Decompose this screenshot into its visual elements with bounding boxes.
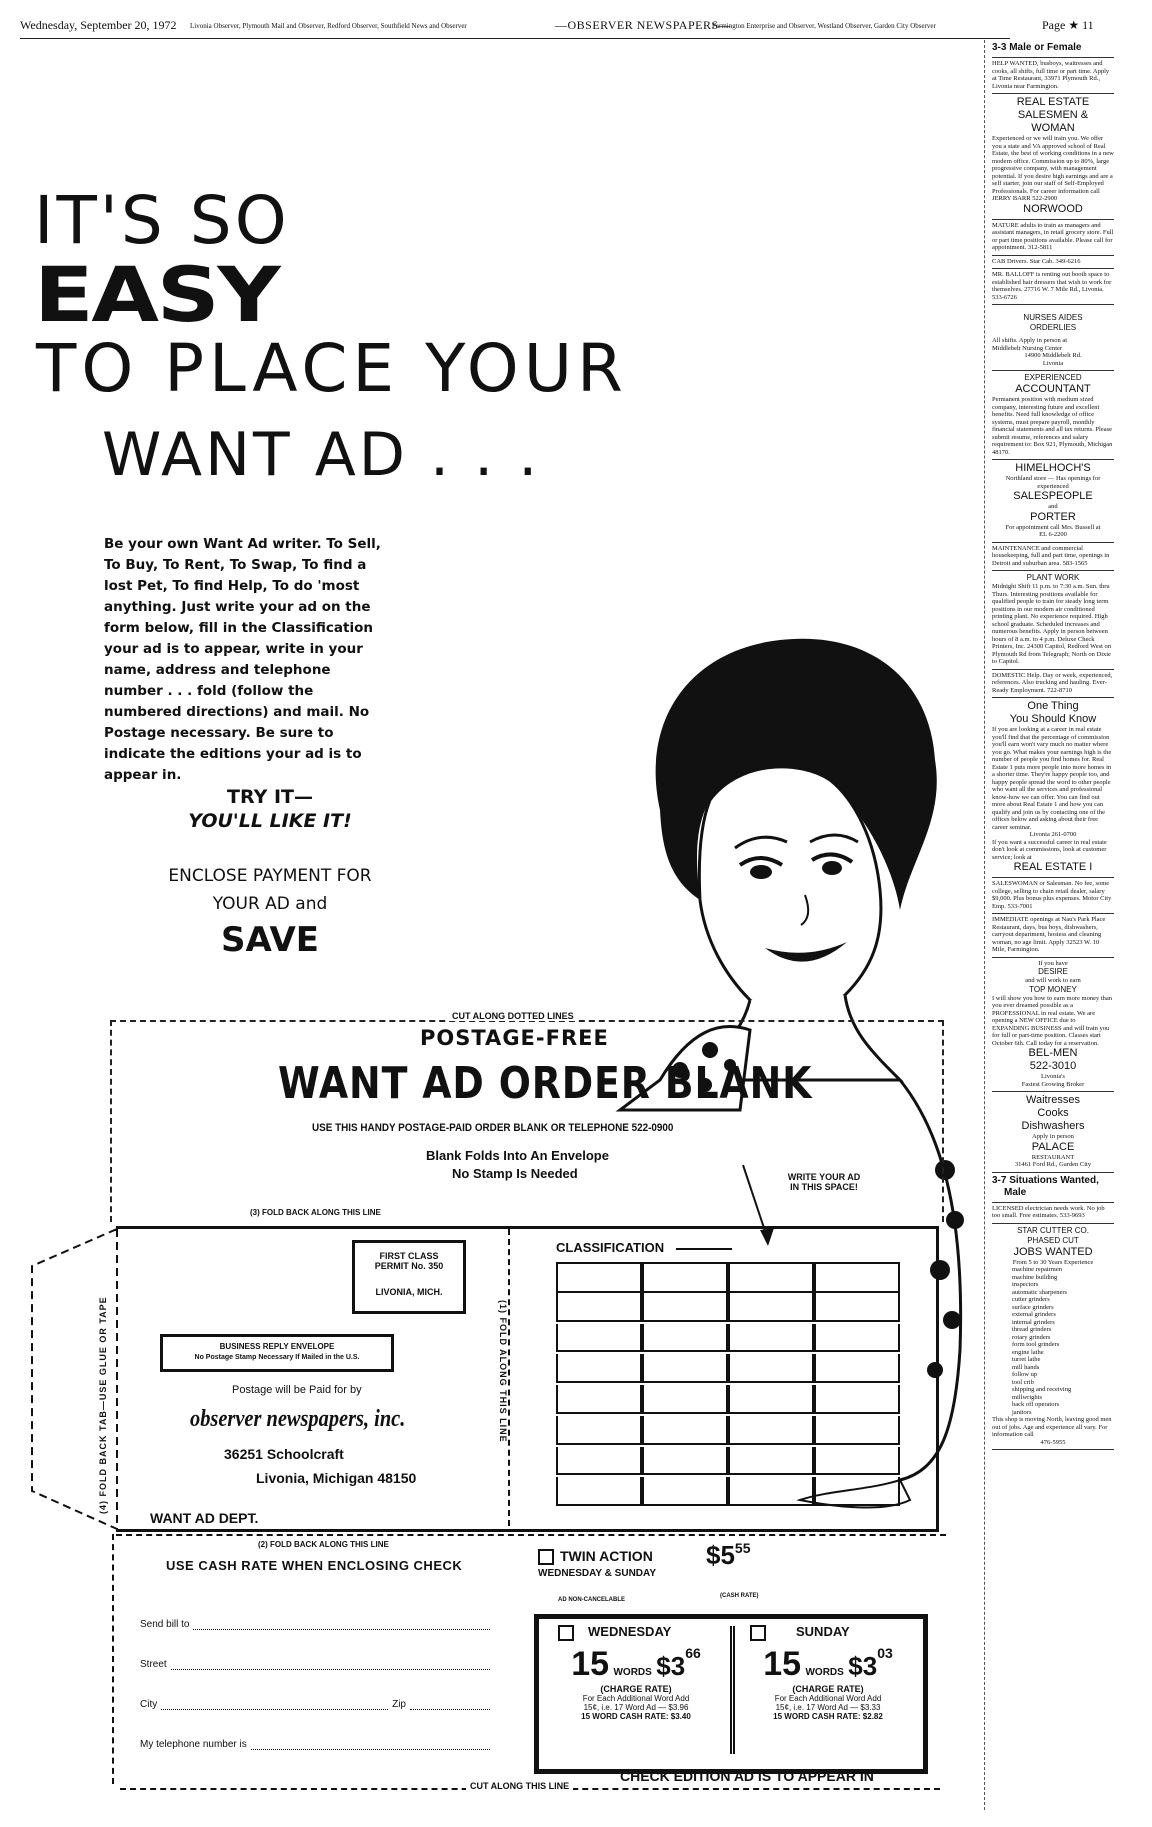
ad-star-job-item: automatic sharpeners <box>1012 1288 1068 1296</box>
ad-nurses-4: Middlebelt Nursing Center <box>992 344 1063 352</box>
twin-action-checkbox[interactable] <box>538 1549 554 1565</box>
ad-belmen-1: BEL-MEN <box>1028 1047 1078 1059</box>
papers-right: Farmington Enterprise and Observer, Westland Observer, Garden City Observer <box>712 22 936 30</box>
ad-star-job-item: shipping and receiving <box>1012 1386 1072 1393</box>
ad-word-box[interactable] <box>642 1447 728 1476</box>
ad-real-estate-title-1: REAL ESTATE <box>1016 96 1090 108</box>
business-reply-title: BUSINESS REPLY ENVELOPE <box>219 1342 335 1351</box>
ad-himelhoch-5: PORTER <box>1030 510 1076 523</box>
twin-price-cents: 55 <box>734 1540 751 1556</box>
permit-box <box>352 1240 466 1314</box>
wednesday-charge: (CHARGE RATE) <box>600 1683 672 1694</box>
try-it-line-2: YOU'LL LIKE IT! <box>188 810 352 832</box>
order-blank-title: WANT AD ORDER BLANK <box>278 1058 813 1109</box>
ad-word-box[interactable] <box>814 1293 900 1322</box>
ad-word-box[interactable] <box>642 1416 728 1445</box>
billing-form <box>140 1610 490 1750</box>
ad-real-estate-title-2: SALESMEN & <box>1017 109 1089 121</box>
headline-line-4: WANT AD . . . <box>102 420 541 490</box>
try-it-line-1: TRY IT— <box>227 786 313 808</box>
zip-field[interactable] <box>410 1699 490 1710</box>
intro-paragraph: Be your own Want Ad writer. To Sell, To Buy, To Rent, To Swap, To find a lost Pet, To find Help, To do 'most anything. Just write your ad on the form below, fill in the Classification your ad is to appear, write in your name, address and telephone number . . . fold (follow the numbered directions) and mail. No Postage necessary. Be sure to indicate the editions your ad is to appear in. <box>104 536 381 783</box>
ad-mature: MATURE adults to train as managers and assistant managers, in retail grocery store. Full or part time positions available. Please call for appointment. 312-5811 <box>992 220 1114 256</box>
check-edition-text: CHECK EDITION AD IS TO APPEAR IN <box>620 1768 874 1784</box>
permit-line-2: PERMIT No. 350 <box>374 1261 444 1271</box>
wednesday-label: WEDNESDAY <box>588 1624 672 1639</box>
ad-palace-7: 31461 Ford Rd., Garden City <box>1014 1161 1092 1168</box>
ad-star-2: PHASED CUT <box>1027 1235 1079 1245</box>
ad-himelhoch-2: Northland store — Has openings for experienced <box>1005 475 1101 490</box>
ad-accountant-2: ACCOUNTANT <box>1015 383 1091 395</box>
sunday-charge: (CHARGE RATE) <box>792 1683 864 1694</box>
permit-line-1: FIRST CLASS <box>379 1251 439 1261</box>
ad-star-job-item: follow up <box>1012 1371 1038 1378</box>
ad-word-box[interactable] <box>556 1447 642 1476</box>
papers-left: Livonia Observer, Plymouth Mail and Observer, Redford Observer, Southfield News and Observer <box>190 22 467 30</box>
ad-one-thing-end: If you want a successful career in real estate don't look at commissions, look at customer service; look at <box>992 838 1107 861</box>
ad-nurses-2: ORDERLIES <box>1029 323 1077 332</box>
sunday-cash: 15 WORD CASH RATE: $2.82 <box>773 1711 883 1721</box>
ad-desire-3: and will work to earn <box>1025 977 1081 984</box>
ad-one-thing-1: One Thing <box>1027 700 1079 712</box>
sunday-checkbox[interactable] <box>750 1625 766 1641</box>
ad-desire-1: If you have <box>1038 959 1068 967</box>
city-field[interactable] <box>161 1699 388 1710</box>
issue-date: Wednesday, September 20, 1972 <box>20 18 177 32</box>
ad-saleswoman: SALESWOMAN or Salesman. No fee, some college, selling to chain retail dealer, salary $9,000. Plus bonus plus expenses. Motor City Emp. 533-7001 <box>992 878 1114 914</box>
ad-belmen-2: 522-3010 <box>1029 1060 1077 1072</box>
section-heading-situations-2: Male <box>1004 1186 1027 1198</box>
ad-star-jobs-list <box>992 1266 1114 1416</box>
ad-word-box[interactable] <box>642 1477 728 1506</box>
ad-palace-6: RESTAURANT <box>1031 1153 1075 1161</box>
fold-2-line <box>116 1534 946 1536</box>
cut-top-label: CUT ALONG DOTTED LINES <box>448 1011 578 1021</box>
ad-word-box[interactable] <box>556 1354 642 1383</box>
enclose-line-1: ENCLOSE PAYMENT FOR <box>168 866 372 886</box>
sunday-add-2: 15¢, i.e. 17 Word Ad — $3.33 <box>775 1702 881 1712</box>
ad-licensed: LICENSED electrician needs work. No job too small. Free estimates. 533-9693 <box>992 1203 1114 1224</box>
newspaper-title: —OBSERVER NEWSPAPERS— <box>555 18 732 32</box>
ad-star-job-item: internal grinders <box>1012 1318 1055 1326</box>
sunday-words: WORDS <box>805 1666 844 1678</box>
ad-star-job-item: mill hands <box>1012 1363 1040 1371</box>
headline-line-3: TO PLACE YOUR <box>36 330 628 407</box>
ad-plant-work-title: PLANT WORK <box>1026 573 1080 582</box>
twin-days: WEDNESDAY & SUNDAY <box>538 1568 656 1579</box>
ad-star-job-item: thread grinders <box>1012 1326 1052 1333</box>
ad-word-box[interactable] <box>556 1324 642 1353</box>
ad-nurses-1: NURSES AIDES <box>1023 313 1083 322</box>
wednesday-checkbox[interactable] <box>558 1625 574 1641</box>
twin-price-dollars: $5 <box>706 1540 735 1570</box>
ad-real-estate-title-3: WOMAN <box>1031 122 1075 134</box>
company-street: 36251 Schoolcraft <box>224 1446 344 1462</box>
sunday-word-count: 15 <box>763 1644 802 1683</box>
twin-action-label: TWIN ACTION <box>560 1548 653 1564</box>
postage-paid-text: Postage will be Paid for by <box>232 1384 362 1396</box>
ad-star-job-item: engine lathe <box>1012 1348 1044 1356</box>
enclose-block <box>150 866 390 960</box>
headline-line-1: IT'S SO <box>34 182 290 259</box>
ad-star-phone: 476-5955 <box>1040 1438 1066 1446</box>
ad-belmen-4: Fastest Growing Broker <box>1021 1080 1085 1088</box>
ad-plant-work-body: Midnight Shift 11 p.m. to 7:30 a.m. Sun. thru Thurs. Interesting positions available for qualified people to train for steady long term positions in our modern air conditioned printing plant. No experience required. High school graduate. Scheduled increases and numerous benefits. Apply in person between hours of 8 a.m. to 4 p.m. Deluxe Check Printers, Inc. 24300 Capitol, Redford West on Plymouth Rd from Telegraph; North on Dixie to Capitol. <box>992 583 1112 665</box>
city-label: City <box>140 1699 158 1710</box>
ad-himelhoch-1: HIMELHOCH'S <box>1015 462 1091 474</box>
write-here-text: WRITE YOUR AD IN THIS SPACE! <box>787 1172 861 1192</box>
ad-one-thing-body: If you are looking at a career in real estate you'll find that the percentage of commission you'll earn won't vary much no matter where you go. What makes your earnings high is the number of people you find homes for. Real Estate 1 puts more people into more homes in a shorter time. They're happy people too, and happy people spread the word to other people who want all the services and professional know-how we can offer. You can find out more about Real Estate 1 and how you can qualify and join us by contacting one of the offices below and asking about their free career seminar. <box>992 726 1112 831</box>
ad-star-job-item: external grinders <box>1012 1311 1056 1318</box>
phone-label: My telephone number is <box>140 1739 247 1750</box>
ad-palace-2: Cooks <box>1037 1107 1069 1119</box>
postage-free-label: POSTAGE-FREE <box>420 1026 609 1050</box>
ad-word-box[interactable] <box>814 1385 900 1414</box>
wednesday-words: WORDS <box>613 1666 652 1678</box>
ad-word-box[interactable] <box>556 1293 642 1322</box>
ad-himelhoch-6: For appointment call Mrs. Bussell at <box>1005 523 1101 531</box>
ad-word-box[interactable] <box>814 1262 900 1293</box>
ad-word-box[interactable] <box>556 1416 642 1445</box>
classification-line[interactable] <box>676 1248 732 1250</box>
send-bill-label: Send bill to <box>140 1619 190 1630</box>
ad-star-job-item: machine building <box>1012 1273 1058 1281</box>
ad-palace-4: Apply in person <box>1032 1133 1074 1140</box>
ad-immediate: IMMEDIATE openings at Nau's Park Place Restaurant, days, bus boys, dishwashers, carryout department, hostess and cleaning woman, no age limit. Apply 32523 W. 10 Mile, Farmington. <box>992 914 1114 958</box>
ad-nurses-5: 14900 Middlebelt Rd. <box>1024 352 1082 359</box>
ad-accountant-body: Permanent position with medium sized company, interesting future and excellent benefits. Need full knowledge of office systems, must prepare payroll, monthly financial statements and all tax returns. Please submit resume, references and salary requirement to: Box 921, Plymouth, Michigan 48170. <box>992 396 1113 456</box>
ad-word-box[interactable] <box>642 1354 728 1383</box>
ad-word-box[interactable] <box>728 1416 814 1445</box>
ad-domestic: DOMESTIC Help. Day or week, experienced, references. Also trucking and hauling. Ever-Ready Employment. 722-8710 <box>992 670 1114 699</box>
ad-desire-4: TOP MONEY <box>1029 984 1077 994</box>
classification-label: CLASSIFICATION <box>556 1240 665 1255</box>
twin-price <box>706 1540 751 1571</box>
ad-cab: CAB Drivers. Star Cab. 349-6216 <box>992 256 1114 270</box>
fold-1-label: (1) FOLD ALONG THIS LINE <box>498 1300 508 1480</box>
ad-star-job-item: inspectors <box>1012 1281 1039 1288</box>
ad-star-job-item: turret lathe <box>1012 1356 1041 1363</box>
ad-word-box[interactable] <box>556 1262 642 1293</box>
cash-rate-tag: (CASH RATE) <box>720 1593 759 1599</box>
fold-4-label: (4) FOLD BACK TAB—USE GLUE OR TAPE <box>98 1296 108 1514</box>
try-it-block <box>160 786 380 832</box>
ad-star-job-item: machine repairmen <box>1012 1266 1062 1273</box>
ad-star-4: From 5 to 30 Years Experience <box>1012 1258 1094 1266</box>
sunday-add-1: For Each Additional Word Add <box>774 1693 882 1703</box>
section-heading-male-female: 3-3 Male or Female <box>992 42 1082 53</box>
ad-star-job-item: rotary grinders <box>1012 1333 1051 1341</box>
ad-writing-grid[interactable] <box>556 1262 900 1508</box>
section-heading-situations-1: 3-7 Situations Wanted, <box>992 1174 1099 1186</box>
business-reply-note: No Postage Stamp Necessary If Mailed in the U.S. <box>194 1354 360 1361</box>
ad-word-box[interactable] <box>728 1477 814 1506</box>
lower-left-edge <box>112 1534 114 1784</box>
column-rule <box>984 40 985 1810</box>
ad-one-thing-phone: Livonia 261-0700 <box>1029 831 1077 838</box>
use-this-text: USE THIS HANDY POSTAGE-PAID ORDER BLANK OR TELEPHONE 522-0900 <box>312 1122 674 1134</box>
ad-palace-5: PALACE <box>1031 1140 1075 1153</box>
headline-line-2: EASY <box>34 250 279 339</box>
fold-1-line <box>508 1229 510 1526</box>
ad-star-job-item: surface grinders <box>1012 1303 1054 1311</box>
permit-line-3: LIVONIA, MICH. <box>375 1287 443 1297</box>
twin-action-option[interactable] <box>538 1548 653 1565</box>
ad-himelhoch-4: and <box>1048 503 1058 510</box>
wednesday-add-1: For Each Additional Word Add <box>582 1693 690 1703</box>
non-cancelable-text: AD NON-CANCELABLE <box>558 1597 625 1603</box>
ad-real-estate-body: Experienced or we will train you. We offer you a state and VA approved school of Real Estate, the best of working conditions in a new modern office. Commission up to 80%, large progressive company, with management potential. If you desire high earnings and are a self starter, join our staff of Self-Employed Professionals. For career information call JERRY BARR 522-2900 <box>992 135 1114 202</box>
classified-column <box>992 40 1114 1800</box>
fold-3-label: (3) FOLD BACK ALONG THIS LINE <box>250 1208 381 1217</box>
ad-palace-3: Dishwashers <box>1021 1120 1085 1132</box>
ad-belmen-3: Livonia's <box>1041 1073 1065 1080</box>
ad-word-box[interactable] <box>728 1262 814 1293</box>
ad-himelhoch-7: EL 6-2200 <box>1039 531 1067 538</box>
ad-word-box[interactable] <box>642 1262 728 1293</box>
fold-2-label: (2) FOLD BACK ALONG THIS LINE <box>258 1540 389 1549</box>
folds-line-1: Blank Folds Into An Envelope <box>426 1148 609 1163</box>
ad-word-box[interactable] <box>728 1293 814 1322</box>
ad-palace-1: Waitresses <box>1026 1094 1080 1106</box>
wednesday-option[interactable] <box>548 1624 724 1721</box>
ad-accountant-1: EXPERIENCED <box>1024 373 1082 382</box>
ad-word-box[interactable] <box>642 1324 728 1353</box>
zip-label: Zip <box>392 1699 406 1710</box>
folds-line-2: No Stamp Is Needed <box>452 1166 578 1181</box>
masthead <box>0 0 1152 40</box>
enclose-line-2: YOUR AD and <box>212 894 328 914</box>
ad-star-job-item: cutter grinders <box>1012 1296 1050 1303</box>
ad-real-estate-one: REAL ESTATE I <box>1013 861 1093 873</box>
ad-maintenance: MAINTENANCE and commercial housekeeping, full and part time, openings in Detroit and suburban area. 583-1565 <box>992 543 1114 572</box>
ad-nurses-6: Livonia <box>1042 359 1064 367</box>
ad-star-1: STAR CUTTER CO. <box>1017 1225 1089 1235</box>
ad-star-job-item: millwrights <box>1012 1393 1042 1401</box>
want-ad-dept: WANT AD DEPT. <box>150 1510 259 1526</box>
company-logo: observer newspapers, inc. <box>190 1406 406 1432</box>
ad-word-box[interactable] <box>556 1385 642 1414</box>
cut-bottom-label: CUT ALONG THIS LINE <box>466 1781 573 1791</box>
ad-word-box[interactable] <box>814 1477 900 1506</box>
ad-nurses-3: All shifts. Apply in person at <box>992 337 1068 344</box>
edition-divider <box>730 1626 735 1754</box>
ad-word-box[interactable] <box>728 1447 814 1476</box>
ad-word-box[interactable] <box>728 1324 814 1353</box>
ad-star-job-item: back off operators <box>1012 1401 1060 1408</box>
ad-word-box[interactable] <box>556 1477 642 1506</box>
ad-star-job-item: janitors <box>1012 1408 1032 1416</box>
send-bill-field[interactable] <box>193 1619 490 1630</box>
ad-himelhoch-3: SALESPEOPLE <box>1013 490 1093 502</box>
sunday-cents: 03 <box>877 1644 893 1661</box>
cash-rate-notice: USE CASH RATE WHEN ENCLOSING CHECK <box>166 1558 463 1573</box>
ad-word-box[interactable] <box>728 1385 814 1414</box>
ad-desire-body: I will show you how to earn more money than you ever dreamed possible as a PROFESSIONAL in real estate. We are opening a NEW OFFICE due to EXPANDING BUSINESS and will train you for full or part-time position. Classes start October 6th. Call today for a reservation. <box>992 994 1113 1047</box>
sunday-price: $3 <box>848 1650 878 1681</box>
sunday-label: SUNDAY <box>796 1624 850 1639</box>
ad-star-end: This shop is moving North, leaving good men out of jobs. Age and experience all vary. For information call <box>992 1416 1112 1438</box>
street-field[interactable] <box>171 1659 490 1670</box>
wednesday-add-2: 15¢, i.e. 17 Word Ad — $3.96 <box>583 1702 689 1712</box>
masthead-rule <box>20 38 1010 39</box>
business-reply-box <box>160 1334 394 1372</box>
ad-star-job-item: tool crib <box>1012 1378 1034 1386</box>
ad-word-box[interactable] <box>728 1354 814 1383</box>
ad-desire-2: DESIRE <box>1038 967 1068 976</box>
sunday-option[interactable] <box>740 1624 916 1721</box>
ad-word-box[interactable] <box>642 1385 728 1414</box>
wednesday-price: $3 <box>656 1650 686 1681</box>
enclose-save: SAVE <box>220 920 320 960</box>
ad-word-box[interactable] <box>814 1447 900 1476</box>
ad-balloff: MR. BALLOFF is renting out booth space to established hair dressers that wish to work for themselves. 27716 W. 7 Mile Rd., Livonia. 533-6726 <box>992 269 1114 305</box>
wednesday-word-count: 15 <box>571 1644 610 1683</box>
ad-star-3: JOBS WANTED <box>1013 1245 1093 1258</box>
company-city: Livonia, Michigan 48150 <box>256 1470 417 1486</box>
ad-one-thing-2: You Should Know <box>1009 713 1097 725</box>
phone-field[interactable] <box>251 1739 490 1750</box>
ad-word-box[interactable] <box>814 1354 900 1383</box>
ad-word-box[interactable] <box>814 1324 900 1353</box>
ad-word-box[interactable] <box>642 1293 728 1322</box>
street-label: Street <box>140 1659 167 1670</box>
wednesday-cents: 66 <box>685 1644 701 1661</box>
ad-word-box[interactable] <box>814 1416 900 1445</box>
wednesday-cash: 15 WORD CASH RATE: $3.40 <box>581 1711 691 1721</box>
ad-help-wanted: HELP WANTED, busboys, waitresses and cooks, all shifts, full time or part time. Apply at Time Restaurant, 33971 Plymouth Rd., Livonia near Farmington. <box>992 58 1114 94</box>
page-number: Page ★ 11 <box>1042 18 1094 32</box>
ad-norwood: NORWOOD <box>1023 202 1083 215</box>
ad-star-job-item: form tool grinders <box>1012 1341 1060 1348</box>
